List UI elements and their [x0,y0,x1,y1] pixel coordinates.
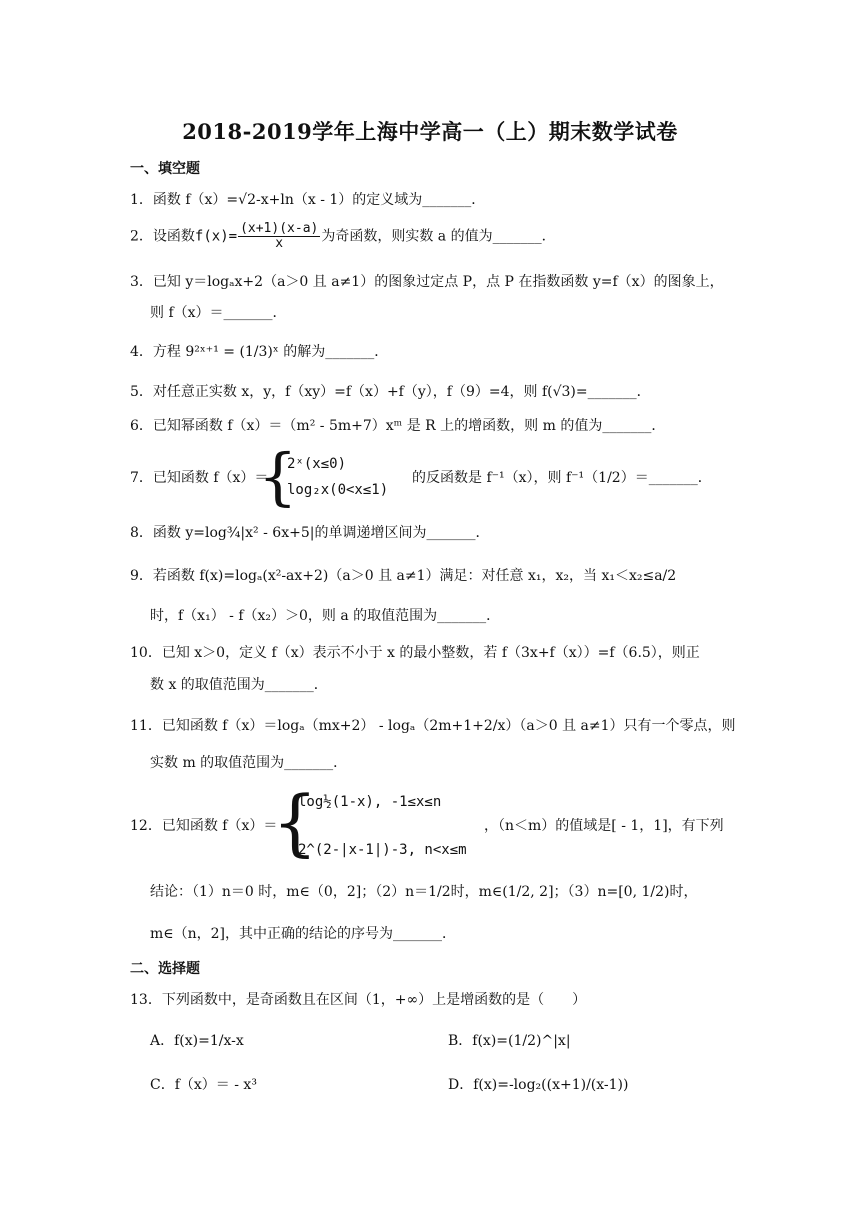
question-13-option-c: C．f（x）＝ - x³ [150,1077,257,1093]
question-13-option-d: D．f(x)=-log₂((x+1)/(x-1)) [448,1077,629,1093]
question-10-line-1: 10．已知 x＞0，定义 f（x）表示不小于 x 的最小整数，若 f（3x+f（x））=f（6.5），则正 [130,645,700,661]
question-12-suffix: ，（n＜m）的值域是[ - 1，1]，有下列 [484,818,724,834]
section-fill-heading: 一、填空题 [130,161,200,177]
question-7-case-1 [287,454,417,474]
question-2-prefix: 2．设函数 [130,228,195,245]
question-12-brace: { [272,780,318,864]
question-2-numerator: (x+1)(x-a) [240,221,319,236]
question-5: 5．对任意正实数 x，y，f（xy）=f（x）+f（y），f（9）=4，则 f(√3)=_______． [130,384,651,400]
section-choice-heading: 二、选择题 [130,961,200,977]
question-12-case-2 [298,840,488,860]
page-title: 2018-2019学年上海中学高一（上）期末数学试卷 [182,119,678,144]
question-6: 6．已知幂函数 f（x）＝（m² - 5m+7）xᵐ 是 R 上的增函数，则 m 的值为_______． [130,418,666,434]
question-1: 1．函数 f（x）=√2-x+ln（x - 1）的定义域为_______． [130,192,486,208]
question-9-line-2: 时，f（x₁） - f（x₂）＞0，则 a 的取值范围为_______． [150,608,501,624]
question-8: 8．函数 y=log¾|x² - 6x+5|的单调递增区间为_______． [130,525,490,541]
question-12-case-1-text: log½(1-x), -1≤x≤n [298,794,442,810]
question-3-line-2: 则 f（x）＝_______． [150,305,287,321]
question-9-line-1: 9．若函数 f(x)=logₐ(x²-ax+2)（a＞0 且 a≠1）满足：对任意 x₁，x₂，当 x₁＜x₂≤a/2 [130,568,677,584]
question-4: 4．方程 9²ˣ⁺¹ = (1/3)ˣ 的解为_______． [130,344,389,360]
question-12-case-2-text: 2^(2-|x-1|)-3, n<x≤m [298,842,467,858]
question-13-option-b: B．f(x)=(1/2)^|x| [448,1033,571,1049]
question-12-line-2: 结论：（1）n＝0 时，m∈（0，2]；（2）n＝1/2时，m∈(1/2, 2]；（3）n=[0, 1/2)时， [150,884,698,900]
question-7-prefix: 7．已知函数 f（x）＝ [130,470,269,486]
question-2-denominator: x [275,236,284,251]
question-2 [130,222,742,262]
question-7-brace: { [258,440,298,513]
question-13-option-a: A．f(x)=1/x-x [150,1033,244,1049]
question-7-case-2 [287,480,417,500]
question-12-line-3: m∈（n，2]，其中正确的结论的序号为_______． [150,926,457,942]
question-12-prefix: 12．已知函数 f（x）＝ [130,818,278,834]
question-2-fraction [238,222,320,251]
question-10-line-2: 数 x 的取值范围为_______． [150,677,328,693]
question-7-case-2-text: log₂x(0<x≤1) [287,482,389,498]
question-12-case-1 [298,792,488,812]
question-2-func: f(x)= [194,228,238,245]
question-7-suffix: 的反函数是 f⁻¹（x），则 f⁻¹（1/2）＝_______． [412,470,712,486]
question-11-line-2: 实数 m 的取值范围为_______． [150,755,348,771]
question-2-suffix: 为奇函数，则实数 a 的值为_______． [321,228,556,245]
question-13: 13．下列函数中，是奇函数且在区间（1，+∞）上是增函数的是（ ） [130,992,587,1008]
question-3-line-1: 3．已知 y＝logₐx+2（a＞0 且 a≠1）的图象过定点 P，点 P 在指数函数 y=f（x）的图象上， [130,274,724,290]
question-7-case-1-text: 2ˣ(x≤0) [287,456,347,472]
question-11-line-1: 11．已知函数 f（x）＝logₐ（mx+2） - logₐ（2m+1+2/x）（a＞0 且 a≠1）只有一个零点，则 [130,718,736,734]
